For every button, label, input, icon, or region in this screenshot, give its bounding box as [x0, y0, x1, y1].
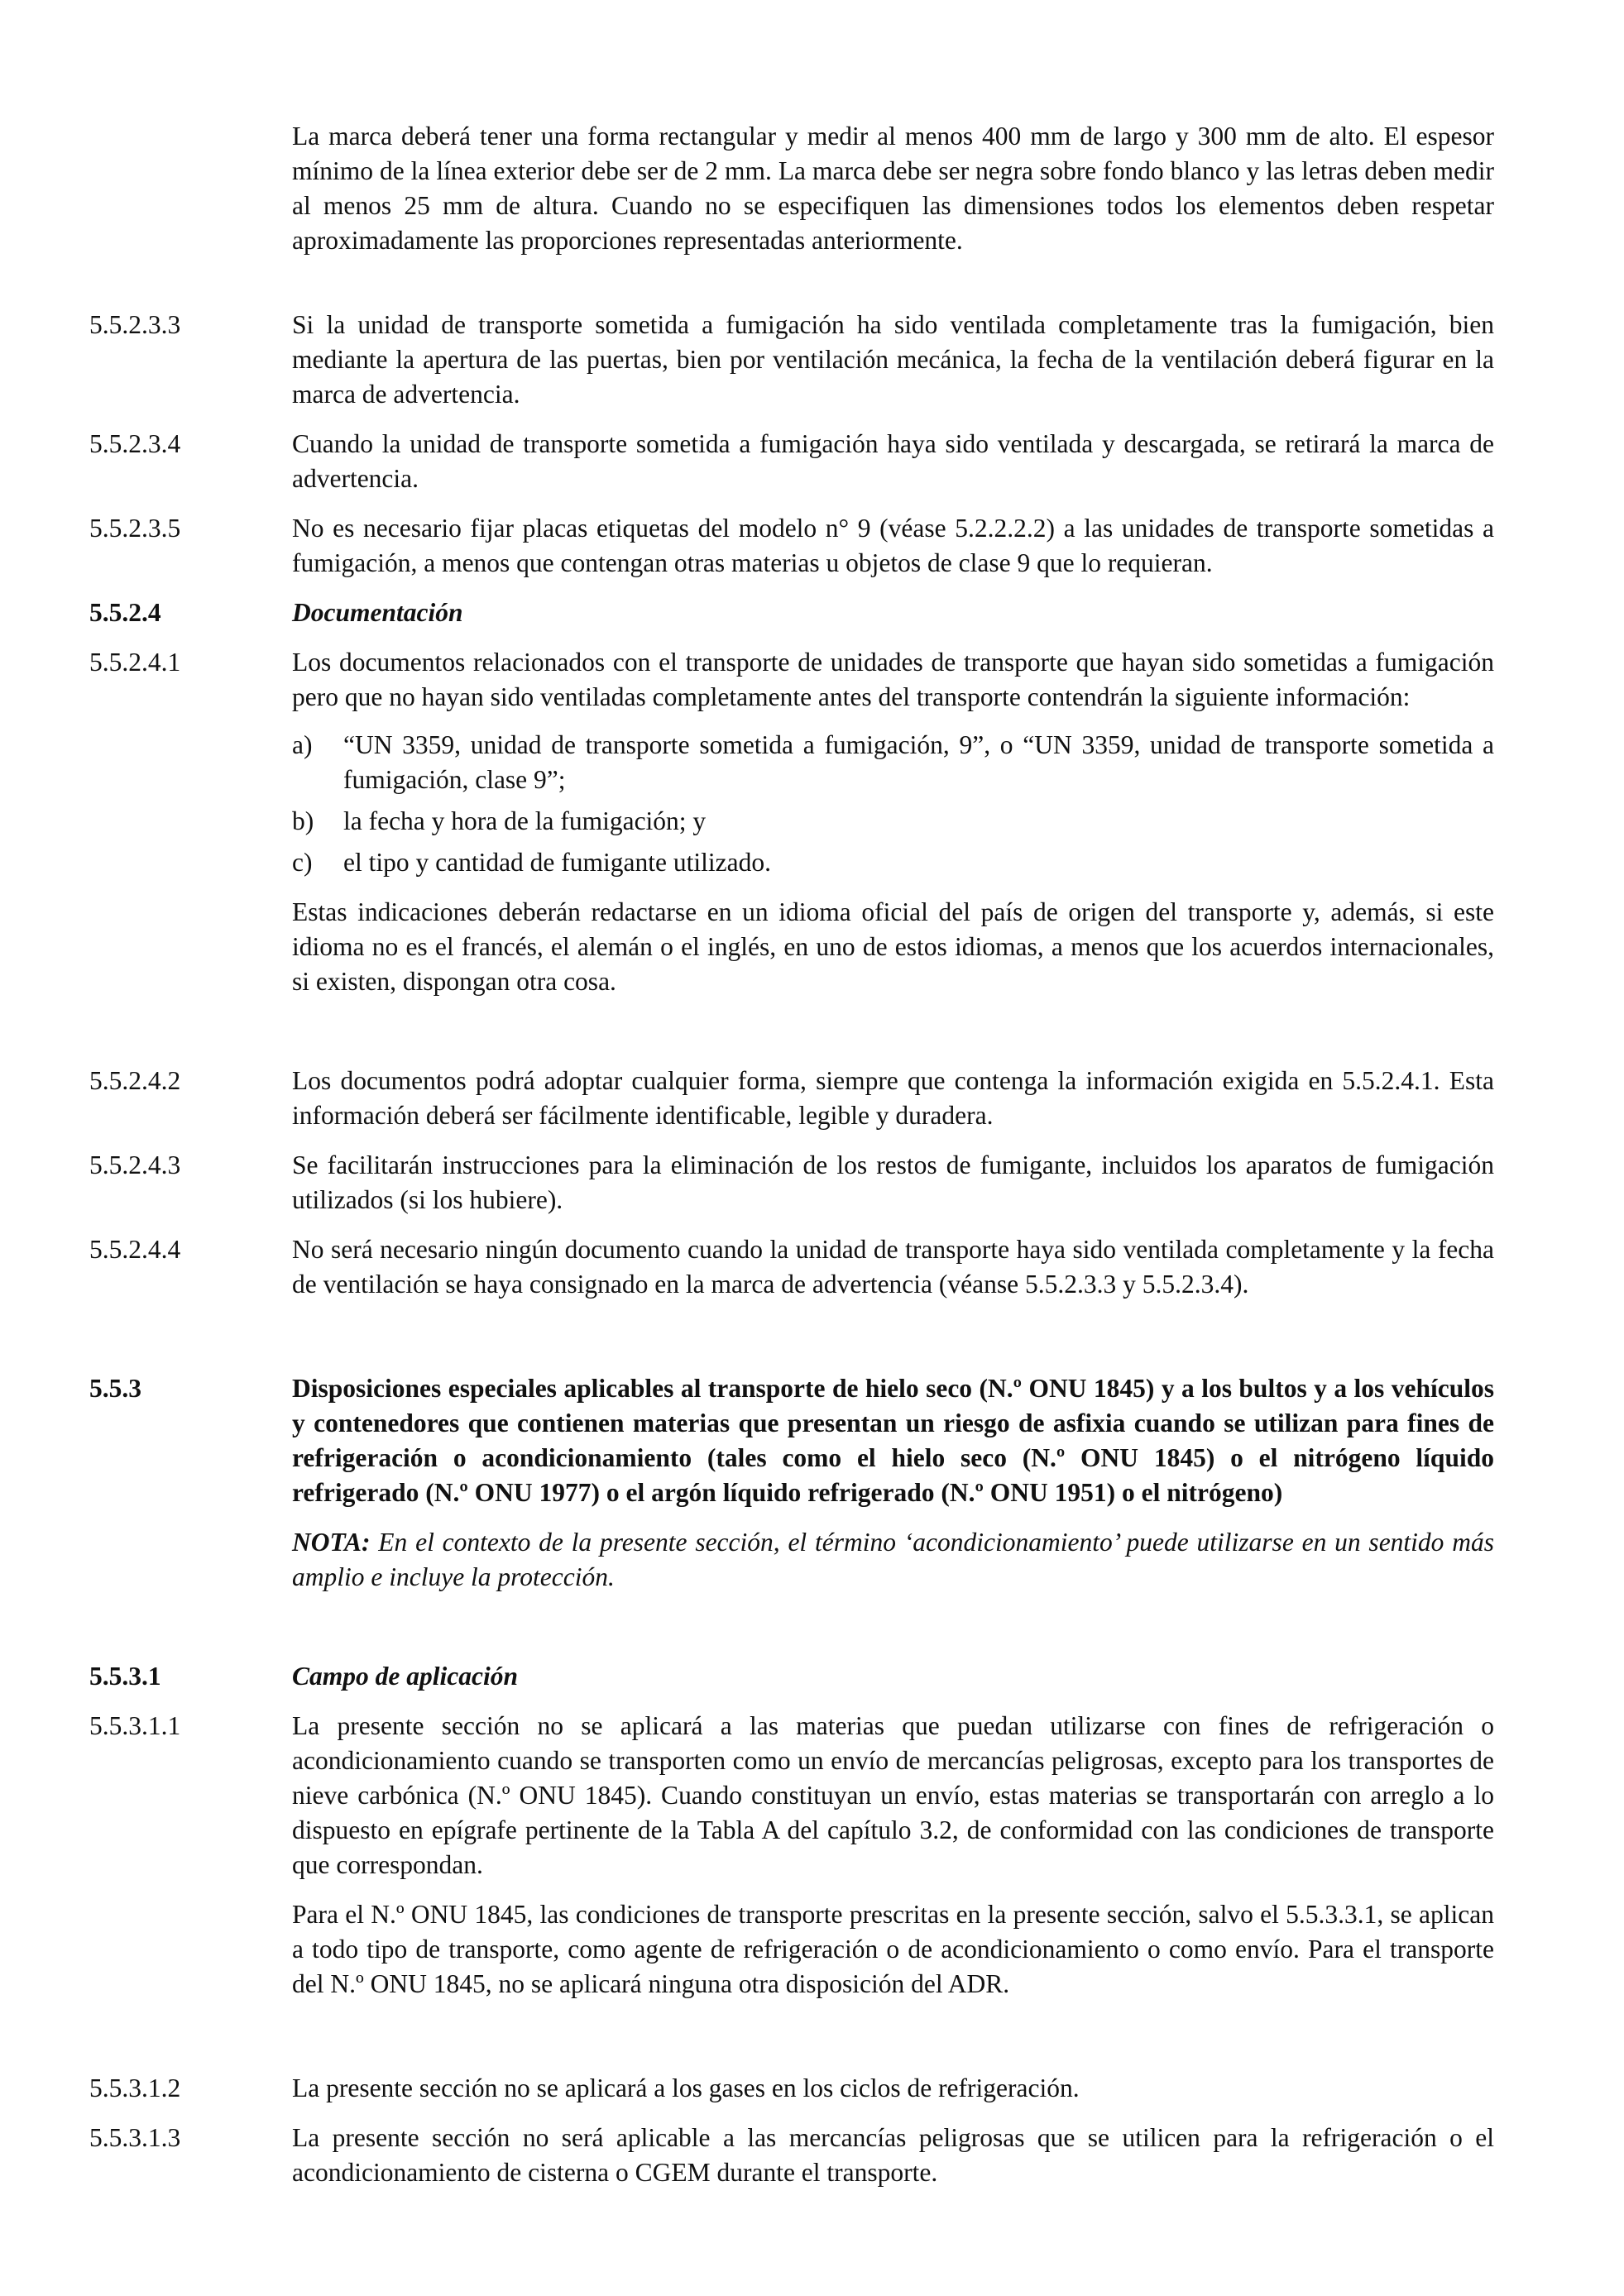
section-text: Se facilitarán instrucciones para la eliminación de los restos de fumigante, incluidos los aparatos de fumigación utilizados (si los hubiere). [292, 1150, 1494, 1214]
intro-paragraph: La marca deberá tener una forma rectangular y medir al menos 400 mm de largo y 300 mm de alto. El espesor mínimo de la línea exterior debe ser de 2 mm. La marca debe ser negra sobre fondo blanco y las letras deben medir al menos 25 mm de altura. Cuando no se especifiquen las dimensiones todos los elementos deben respetar aproximadamente las proporciones representadas anteriormente. [292, 122, 1494, 255]
section-5-5-2-4-2 [89, 1064, 1494, 1133]
list-item-label: a) [292, 730, 313, 759]
section-5-5-2-4-3 [89, 1148, 1494, 1217]
section-text: La presente sección no será aplicable a las mercancías peligrosas que se utilicen para la refrigeración o el acondicionamiento de cisterna o CGEM durante el transporte. [292, 2123, 1494, 2187]
section-5-5-2-3-3 [89, 308, 1494, 412]
section-number: 5.5.3.1.1 [89, 1711, 181, 1740]
section-heading: Campo de aplicación [292, 1662, 518, 1691]
section-number: 5.5.2.4.3 [89, 1150, 181, 1179]
section-text: Cuando la unidad de transporte sometida a fumigación haya sido ventilada y descargada, se retirará la marca de advertencia. [292, 429, 1494, 493]
section-number: 5.5.2.4.2 [89, 1066, 181, 1095]
section-5-5-2-3-4 [89, 427, 1494, 496]
list-item-label: b) [292, 806, 314, 835]
section-number: 5.5.2.4.4 [89, 1235, 181, 1264]
section-number: 5.5.2.3.4 [89, 429, 181, 458]
section-text-continued: Para el N.º ONU 1845, las condiciones de transporte prescritas en la presente sección, salvo el 5.5.3.3.1, se aplican a todo tipo de transporte, como agente de refrigeración o de acondicionamiento o como envío. Para el transporte del N.º ONU 1845, no se aplicará ninguna otra disposición del ADR. [292, 1900, 1494, 1998]
note-text: En el contexto de la presente sección, el término ‘acondicionamiento’ puede utilizarse en un sentido más amplio e incluye la protección. [292, 1528, 1494, 1591]
section-text-continued: Estas indicaciones deberán redactarse en un idioma oficial del país de origen del transporte y, además, si este idioma no es el francés, el alemán o el inglés, en uno de estos idiomas, a menos que los acuerdos internacionales, si existen, dispongan otra cosa. [292, 897, 1494, 996]
section-5-5-2-4-4 [89, 1232, 1494, 1302]
section-5-5-3-1-1 [89, 1709, 1494, 2002]
list-item-text: “UN 3359, unidad de transporte sometida a fumigación, 9”, o “UN 3359, unidad de transporte sometida a fumigación, clase 9”; [343, 730, 1494, 794]
list-item [292, 728, 1494, 797]
section-text: La presente sección no se aplicará a los gases en los ciclos de refrigeración. [292, 2074, 1080, 2102]
note-label: NOTA: [292, 1528, 371, 1557]
section-number: 5.5.2.4.1 [89, 648, 181, 677]
section-5-5-2-4-1 [89, 645, 1494, 999]
section-number: 5.5.3.1.3 [89, 2123, 181, 2152]
section-text: No será necesario ningún documento cuando la unidad de transporte haya sido ventilada completamente y la fecha de ventilación se haya consignado en la marca de advertencia (véanse 5.5.2.3.3 y 5.5.2.3.4). [292, 1235, 1494, 1299]
list-item-text: el tipo y cantidad de fumigante utilizado. [343, 848, 771, 877]
section-5-5-2-4-heading [89, 596, 1494, 630]
section-5-5-3 [89, 1371, 1494, 1595]
section-5-5-2-3-5 [89, 511, 1494, 581]
section-text: La presente sección no se aplicará a las materias que puedan utilizarse con fines de refrigeración o acondicionamiento cuando se transporten como un envío de mercancías peligrosas, excepto para los transportes de nieve carbónica (N.º ONU 1845). Cuando constituyan un envío, estas materias se transportarán con arreglo a lo dispuesto en epígrafe pertinente de la Tabla A del capítulo 3.2, de conformidad con las condiciones de transporte que correspondan. [292, 1711, 1494, 1879]
list-item-label: c) [292, 848, 313, 877]
section-5-5-3-1-3 [89, 2121, 1494, 2190]
section-5-5-3-1-heading [89, 1659, 1494, 1694]
section-text: No es necesario fijar placas etiquetas del modelo n° 9 (véase 5.2.2.2.2) a las unidades de transporte sometidas a fumigación, a menos que contengan otras materias u objetos de clase 9 que lo requieran. [292, 514, 1494, 577]
note-paragraph [292, 1525, 1494, 1595]
section-number: 5.5.2.4 [89, 598, 161, 627]
info-list [292, 728, 1494, 880]
intro-row [89, 119, 1494, 258]
list-item-text: la fecha y hora de la fumigación; y [343, 806, 707, 835]
section-number: 5.5.2.3.5 [89, 514, 181, 543]
section-5-5-3-1-2 [89, 2071, 1494, 2106]
section-number: 5.5.3.1 [89, 1662, 161, 1691]
list-item [292, 804, 1494, 839]
section-number: 5.5.3 [89, 1374, 141, 1403]
section-text: Si la unidad de transporte sometida a fumigación ha sido ventilada completamente tras la fumigación, bien mediante la apertura de las puertas, bien por ventilación mecánica, la fecha de la ventilación deberá figurar en la marca de advertencia. [292, 310, 1494, 409]
section-text: Los documentos relacionados con el transporte de unidades de transporte que hayan sido sometidas a fumigación pero que no hayan sido ventiladas completamente antes del transporte contendrán la siguiente información: [292, 648, 1494, 711]
section-number: 5.5.3.1.2 [89, 2074, 181, 2102]
section-heading: Documentación [292, 598, 463, 627]
section-heading: Disposiciones especiales aplicables al transporte de hielo seco (N.º ONU 1845) y a los bultos y a los vehículos y contenedores que contienen materias que presentan un riesgo de asfixia cuando se utilizan para fines de refrigeración o acondicionamiento (tales como el hielo seco (N.º ONU 1845) o el nitrógeno líquido refrigerado (N.º ONU 1977) o el argón líquido refrigerado (N.º ONU 1951) o el nitrógeno) [292, 1374, 1494, 1507]
section-number: 5.5.2.3.3 [89, 310, 181, 339]
section-text: Los documentos podrá adoptar cualquier forma, siempre que contenga la información exigida en 5.5.2.4.1. Esta información deberá ser fácilmente identificable, legible y duradera. [292, 1066, 1494, 1130]
list-item [292, 845, 1494, 880]
